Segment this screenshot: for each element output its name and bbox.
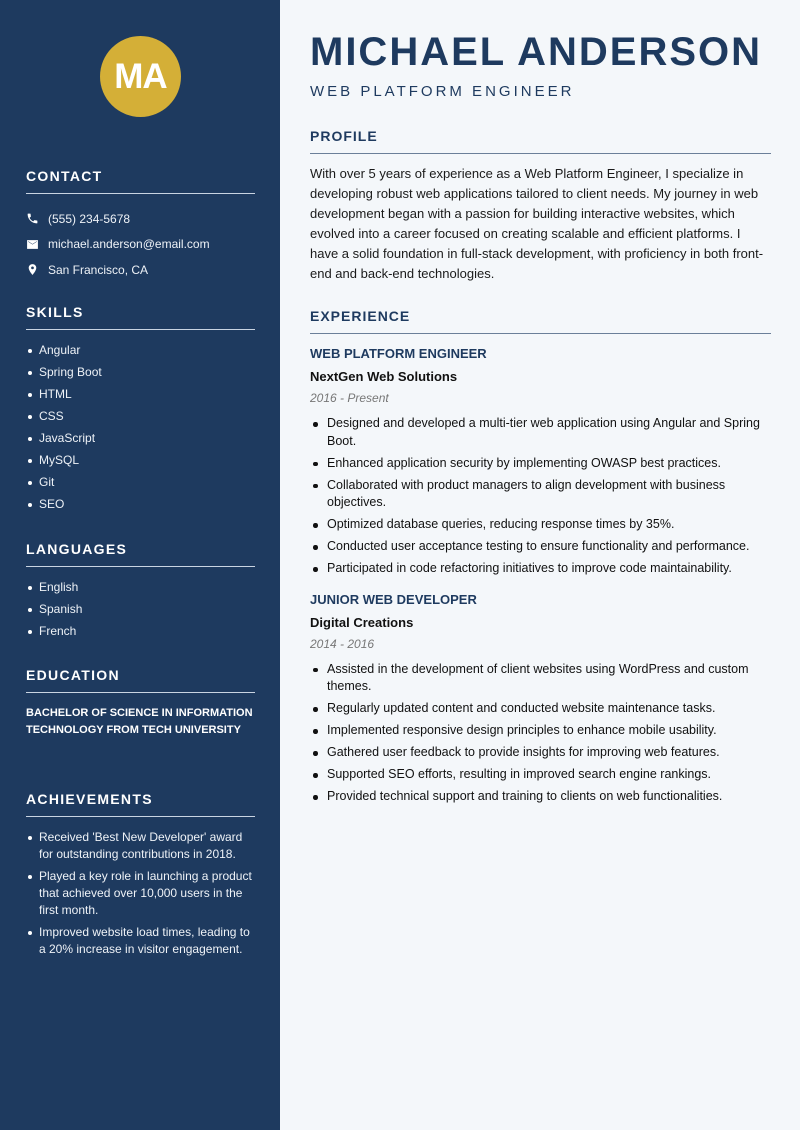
language-item: French <box>26 623 255 639</box>
candidate-title: WEB PLATFORM ENGINEER <box>310 83 575 100</box>
jobs-list <box>310 346 771 806</box>
contact-email <box>26 232 255 258</box>
languages-section <box>26 541 255 645</box>
language-item: Spanish <box>26 601 255 617</box>
job-bullet: Assisted in the development of client websites using WordPress and custom themes. <box>310 661 771 696</box>
job-title: JUNIOR WEB DEVELOPER <box>310 591 477 607</box>
job-dates: 2016 - Present <box>310 391 389 405</box>
education-degree: BACHELOR OF SCIENCE IN INFORMATION TECHNOLOGY FROM TECH UNIVERSITY <box>26 707 253 736</box>
profile-text: With over 5 years of experience as a Web Platform Engineer, I specialize in developing robust web applications tailored to client needs. My journey in web development began with a passion for building interactive websites, which evolved into a career focused on creating scalable and efficient platforms. I have a solid foundation in full-stack development, with proficiency in both front-end and back-end technologies. <box>310 166 764 281</box>
phone-icon <box>26 212 39 225</box>
job-bullet: Conducted user acceptance testing to ensure functionality and performance. <box>310 538 771 556</box>
contact-section <box>26 168 255 283</box>
location-text: San Francisco, CA <box>48 262 149 277</box>
skill-item: JavaScript <box>26 430 255 446</box>
achievements-section <box>26 791 255 963</box>
job-bullets <box>310 661 771 806</box>
achievements-heading: ACHIEVEMENTS <box>26 791 255 817</box>
job-company: NextGen Web Solutions <box>310 369 458 384</box>
skills-section <box>26 304 255 518</box>
language-item: English <box>26 579 255 595</box>
job-company: Digital Creations <box>310 614 414 630</box>
contact-location <box>26 257 255 283</box>
skill-item: HTML <box>26 386 255 402</box>
email-icon <box>26 238 39 251</box>
contact-heading: CONTACT <box>26 168 255 194</box>
skills-list <box>26 342 255 512</box>
languages-list <box>26 579 255 639</box>
phone-text: (555) 234-5678 <box>48 211 131 226</box>
skill-item: Spring Boot <box>26 364 255 380</box>
job-bullet: Optimized database queries, reducing response times by 35%. <box>310 516 771 534</box>
profile-section <box>310 128 771 284</box>
experience-section <box>310 308 771 810</box>
job-bullet: Collaborated with product managers to align development with business objectives. <box>310 477 771 512</box>
experience-heading: EXPERIENCE <box>310 308 771 334</box>
job-bullet: Implemented responsive design principles to enhance mobile usability. <box>310 722 771 740</box>
sidebar <box>0 0 280 1130</box>
contact-phone <box>26 206 255 232</box>
job-bullets <box>310 415 771 578</box>
email-text: michael.anderson@email.com <box>48 237 210 252</box>
avatar: MA <box>100 36 181 117</box>
job-bullet: Enhanced application security by implementing OWASP best practices. <box>310 455 771 473</box>
skill-item: Git <box>26 474 255 490</box>
job-bullet: Designed and developed a multi-tier web application using Angular and Spring Boot. <box>310 415 771 450</box>
candidate-name: MICHAEL ANDERSON <box>310 30 763 74</box>
achievement-item: Received 'Best New Developer' award for outstanding contributions in 2018. <box>26 829 255 863</box>
skill-item: Angular <box>26 342 255 358</box>
job-title: WEB PLATFORM ENGINEER <box>310 346 487 361</box>
education-heading: EDUCATION <box>26 667 255 693</box>
job-bullet: Gathered user feedback to provide insights for improving web features. <box>310 744 771 762</box>
skills-heading: SKILLS <box>26 304 255 330</box>
job-bullet: Participated in code refactoring initiatives to improve code maintainability. <box>310 560 771 578</box>
job-bullet: Provided technical support and training to clients on web functionalities. <box>310 788 771 806</box>
achievement-item: Improved website load times, leading to a 20% increase in visitor engagement. <box>26 924 255 958</box>
job-dates: 2014 - 2016 <box>310 636 375 651</box>
job-bullet: Regularly updated content and conducted website maintenance tasks. <box>310 700 771 718</box>
achievements-list <box>26 829 255 958</box>
achievement-item: Played a key role in launching a product that achieved over 10,000 users in the first month. <box>26 868 255 919</box>
profile-heading: PROFILE <box>310 128 771 154</box>
skill-item: SEO <box>26 496 255 512</box>
location-pin-icon <box>26 263 39 276</box>
skill-item: CSS <box>26 408 255 424</box>
job-entry <box>310 592 771 806</box>
education-section <box>26 667 255 739</box>
job-entry <box>310 346 771 578</box>
skill-item: MySQL <box>26 452 255 468</box>
languages-heading: LANGUAGES <box>26 541 255 567</box>
job-bullet: Supported SEO efforts, resulting in improved search engine rankings. <box>310 766 771 784</box>
